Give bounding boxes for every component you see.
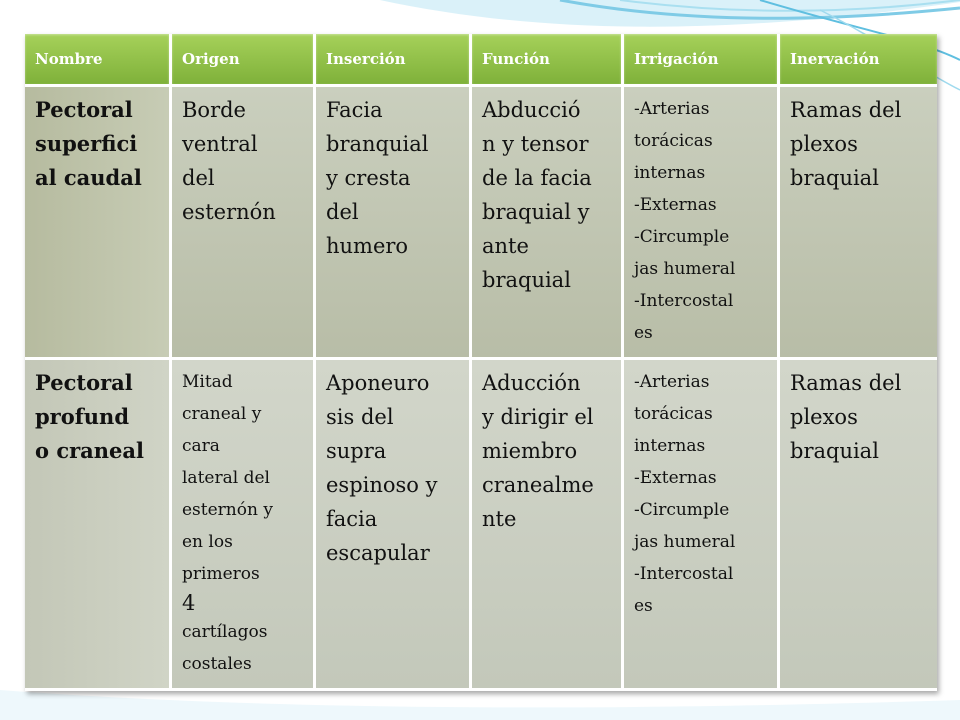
cell-line: branquial	[326, 132, 429, 156]
cell-line: y dirigir el	[482, 405, 594, 429]
cell-origen	[172, 360, 316, 691]
cell-line: Mitad	[182, 372, 233, 392]
cell-line: -Circumple	[634, 500, 730, 520]
cell-line: profund	[35, 404, 130, 429]
cell-line: del	[182, 166, 215, 190]
cell-line: superfici	[35, 131, 138, 156]
cell-line: jas humeral	[634, 259, 736, 279]
cell-line: Aducción	[482, 371, 581, 395]
table-row	[25, 360, 937, 691]
cell-line: en los	[182, 532, 233, 552]
cell-line: escapular	[326, 541, 430, 565]
cell-line: y cresta	[326, 166, 411, 190]
cell-line: ventral	[182, 132, 258, 156]
cell-line: humero	[326, 234, 409, 258]
cell-line: cranealme	[482, 473, 594, 497]
cell-line: facia	[326, 507, 378, 531]
cell-line: braquial	[482, 268, 571, 292]
cell-inervacion	[780, 360, 937, 691]
cell-line: esternón y	[182, 500, 273, 520]
cell-line: torácicas	[634, 131, 713, 151]
header-origen: Origen	[172, 34, 316, 87]
cell-line: Pectoral	[35, 370, 133, 395]
cell-line: -Intercostal	[634, 564, 734, 584]
cell-line: Borde	[182, 98, 246, 122]
header-funcion: Función	[472, 34, 624, 87]
cell-line: supra	[326, 439, 387, 463]
cell-line: Pectoral	[35, 97, 133, 122]
cell-line: espinoso y	[326, 473, 438, 497]
cell-nombre	[25, 87, 172, 360]
cell-line: Aponeuro	[326, 371, 430, 395]
cell-line: internas	[634, 163, 706, 183]
cell-line: braquial	[790, 439, 879, 463]
cell-funcion	[472, 87, 624, 360]
cell-line: 4	[182, 591, 196, 615]
cell-line: es	[634, 596, 653, 616]
cell-line: costales	[182, 654, 252, 674]
cell-line: del	[326, 200, 359, 224]
header-irrigacion: Irrigación	[624, 34, 780, 87]
header-inervacion: Inervación	[780, 34, 937, 87]
header-row	[25, 34, 937, 87]
cell-line: ante	[482, 234, 529, 258]
cell-line: -Intercostal	[634, 291, 734, 311]
header-nombre: Nombre	[25, 34, 172, 87]
cell-insercion	[316, 360, 472, 691]
cell-line: jas humeral	[634, 532, 736, 552]
cell-line: de la facia	[482, 166, 592, 190]
cell-line: n y tensor	[482, 132, 589, 156]
cell-nombre	[25, 360, 172, 691]
muscle-table	[25, 34, 937, 691]
cell-line: plexos	[790, 132, 858, 156]
cell-line: internas	[634, 436, 706, 456]
cell-line: -Arterias	[634, 372, 710, 392]
cell-line: Ramas del	[790, 98, 902, 122]
cell-line: o craneal	[35, 438, 144, 463]
cell-line: sis del	[326, 405, 394, 429]
cell-insercion	[316, 87, 472, 360]
cell-inervacion	[780, 87, 937, 360]
cell-line: Facia	[326, 98, 383, 122]
cell-line: -Externas	[634, 195, 717, 215]
cell-line: Ramas del	[790, 371, 902, 395]
cell-line: primeros	[182, 564, 260, 584]
cell-line: -Externas	[634, 468, 717, 488]
cell-line: plexos	[790, 405, 858, 429]
cell-irrigacion	[624, 87, 780, 360]
cell-line: Abducció	[482, 98, 581, 122]
cell-line: -Arterias	[634, 99, 710, 119]
cell-line: lateral del	[182, 468, 270, 488]
cell-line: es	[634, 323, 653, 343]
cell-line: -Circumple	[634, 227, 730, 247]
cell-origen	[172, 87, 316, 360]
cell-line: miembro	[482, 439, 578, 463]
cell-line: braquial y	[482, 200, 590, 224]
cell-line: torácicas	[634, 404, 713, 424]
cell-line: cara	[182, 436, 220, 456]
cell-line: braquial	[790, 166, 879, 190]
cell-line: craneal y	[182, 404, 262, 424]
table-row	[25, 87, 937, 360]
cell-irrigacion	[624, 360, 780, 691]
header-insercion: Inserción	[316, 34, 472, 87]
cell-line: al caudal	[35, 165, 142, 190]
cell-funcion	[472, 360, 624, 691]
cell-line: cartílagos	[182, 622, 268, 642]
cell-line: nte	[482, 507, 517, 531]
cell-line: esternón	[182, 200, 276, 224]
